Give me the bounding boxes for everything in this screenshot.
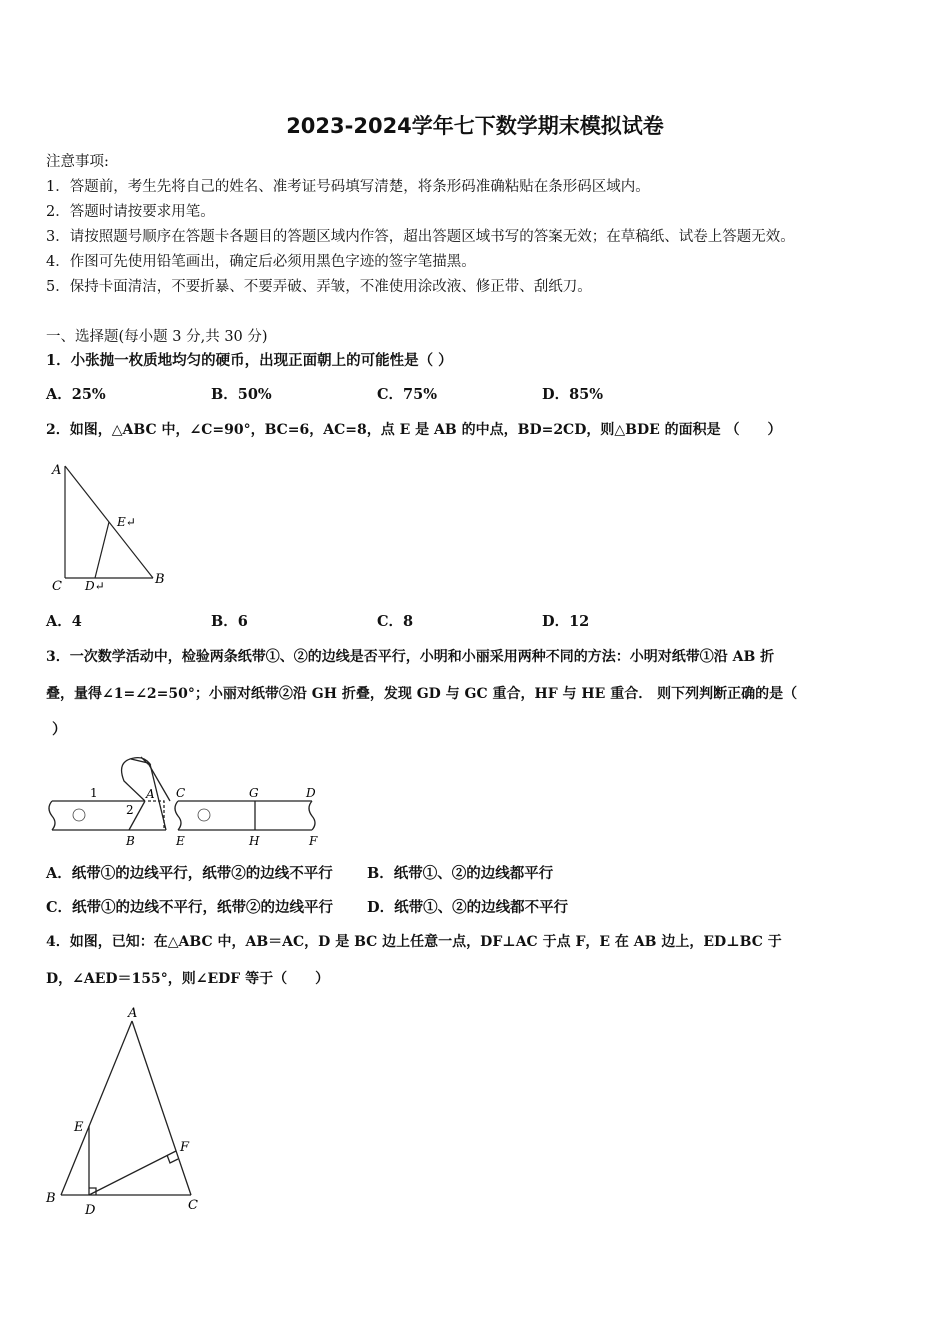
q3-label-e: E (176, 834, 185, 848)
q3-dashed-fold (148, 801, 164, 830)
q3-strip1-torn-end (49, 801, 55, 830)
page-title: 2023-2024学年七下数学期末模拟试卷 (286, 114, 664, 138)
notice-item: 5．保持卡面清洁，不要折暴、不要弄破、弄皱，不准使用涂改液、修正带、刮纸刀。 (46, 279, 592, 295)
q1-option-d: D．85% (542, 386, 604, 403)
q3-label-d: D (306, 786, 316, 800)
q3-label-angle1: 1 (90, 786, 98, 800)
section-heading: 一、选择题(每小题 3 分,共 30 分) (46, 329, 268, 345)
q3-strip1-mark (73, 809, 85, 821)
q3-label-a: A (146, 787, 155, 801)
q4-right-angle-f (167, 1155, 178, 1163)
q3-option-b: B．纸带①、②的边线都平行 (367, 865, 554, 882)
q3-label-h: H (249, 834, 260, 848)
q2-segment-de (95, 522, 109, 578)
q4-label-f: F (180, 1140, 190, 1155)
q2-option-a: A．4 (46, 613, 82, 630)
question-2-stem: 2．如图，△ABC 中，∠C=90°，BC=6，AC=8，点 E 是 AB 的中点，BD=2CD，则△BDE 的面积是 （ ） (46, 422, 782, 438)
q3-option-d: D．纸带①、②的边线都不平行 (367, 899, 569, 916)
q2-option-b: B．6 (211, 613, 248, 630)
q2-option-d: D．12 (542, 613, 590, 630)
q4-segment-df (89, 1151, 176, 1195)
notice-heading: 注意事项: (46, 154, 109, 170)
q2-option-c: C．8 (377, 613, 414, 630)
q3-label-b: B (126, 834, 135, 848)
notice-item: 4．作图可先使用铅笔画出，确定后必须用黑色字迹的签字笔描黑。 (46, 254, 476, 270)
q4-side-ab (61, 1021, 132, 1195)
question-3-stem-line1: 3．一次数学活动中，检验两条纸带①、②的边线是否平行，小明和小丽采用两种不同的方法：小明对纸带①沿 AB 折 (46, 649, 775, 665)
q3-paper-strips-figure (44, 756, 334, 852)
q2-label-b: B (155, 572, 165, 587)
q3-label-angle2: 2 (126, 803, 134, 817)
question-4-stem-line2: D，∠AED＝155°，则∠EDF 等于（ ） (46, 971, 330, 987)
q1-option-c: C．75% (377, 386, 437, 403)
q3-strip2-torn-end-right (309, 801, 315, 830)
q2-label-e: E↵ (117, 515, 136, 529)
question-4-stem-line1: 4．如图，已知：在△ABC 中，AB＝AC，D 是 BC 边上任意一点，DF⊥AC 于点 F，E 在 AB 边上，ED⊥BC 于 (46, 934, 782, 950)
q4-label-d: D (85, 1203, 96, 1218)
q4-label-e: E (74, 1120, 84, 1135)
q1-option-a: A．25% (46, 386, 106, 403)
question-3-stem-line2: 叠，量得∠1=∠2=50°；小丽对纸带②沿 GH 折叠，发现 GD 与 GC 重合，HF 与 HE 重合． 则下列判断正确的是（ (46, 686, 798, 702)
q2-label-a: A (52, 463, 62, 478)
q4-triangle-figure (40, 1003, 220, 1223)
q3-label-f: F (309, 834, 318, 848)
q3-strip2-torn-end-left (175, 801, 181, 830)
q4-label-b: B (46, 1191, 56, 1206)
question-1-stem: 1．小张抛一枚质地均匀的硬币，出现正面朝上的可能性是（ ） (46, 352, 453, 369)
notice-item: 1．答题前，考生先将自己的姓名、准考证号码填写清楚，将条形码准确粘贴在条形码区域内。 (46, 179, 650, 195)
q3-option-a: A．纸带①的边线平行，纸带②的边线不平行 (46, 865, 333, 882)
q2-label-c: C (52, 579, 62, 594)
q3-label-c: C (176, 786, 186, 800)
q1-option-b: B．50% (211, 386, 272, 403)
q4-label-a: A (128, 1006, 138, 1021)
q3-option-c: C．纸带①的边线不平行，纸带②的边线平行 (46, 899, 334, 916)
q2-label-d: D↵ (85, 579, 105, 593)
q3-strip2-mark (198, 809, 210, 821)
q3-label-g: G (249, 786, 259, 800)
q2-triangle-figure (40, 456, 190, 596)
notice-item: 3．请按照题号顺序在答题卡各题目的答题区域内作答，超出答题区域书写的答案无效；在草稿纸、试卷上答题无效。 (46, 229, 795, 245)
q4-label-c: C (188, 1198, 198, 1213)
question-3-stem-line3: ） (52, 721, 67, 738)
notice-item: 2．答题时请按要求用笔。 (46, 204, 215, 220)
